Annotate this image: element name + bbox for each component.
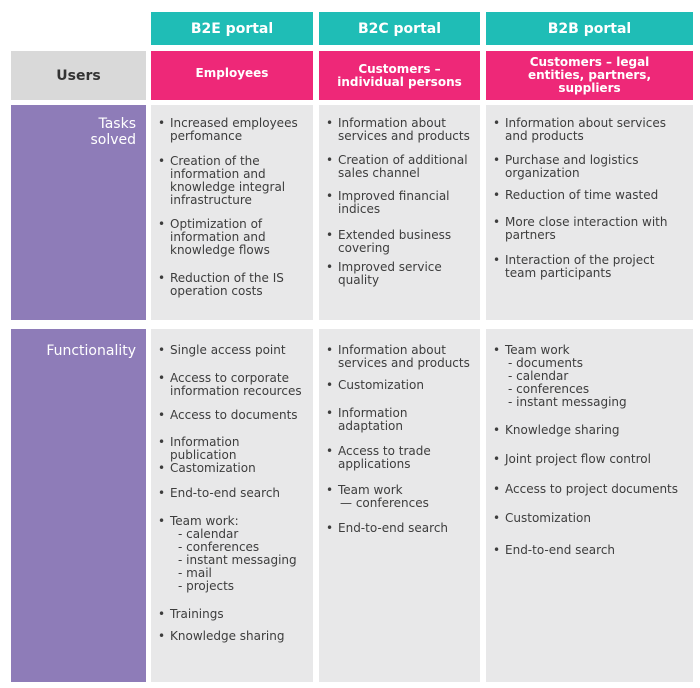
tasks-b2b-cell: [486, 105, 693, 320]
list-item-text: Customization: [505, 511, 591, 525]
list-item-text: Information about services and products: [338, 116, 470, 143]
users-b2b: [486, 51, 693, 100]
sub-list: [319, 497, 480, 510]
list-item-text: Team work:: [170, 514, 239, 528]
bullet-icon: •: [158, 435, 166, 449]
list-item: [151, 272, 313, 298]
bullet-icon: •: [326, 444, 334, 458]
list-item-text: End-to-end search: [338, 521, 449, 535]
bullet-icon: •: [158, 486, 166, 500]
list-item-text: Improved financial indices: [338, 189, 450, 216]
list-item-text: Creation of additional sales channel: [338, 153, 468, 180]
list-item: [319, 229, 480, 255]
bullet-icon: •: [493, 452, 501, 466]
bullet-icon: •: [493, 543, 501, 557]
sub-item: - conferences: [178, 540, 260, 554]
list-item: [486, 424, 693, 437]
tasks-row-label: [11, 105, 146, 320]
list-item: [151, 218, 313, 257]
sub-item: - calendar: [178, 527, 239, 541]
list-item: [319, 261, 480, 287]
sub-item: - projects: [178, 579, 235, 593]
bullet-icon: •: [326, 116, 334, 130]
list-item: [319, 154, 480, 180]
bullet-icon: •: [158, 607, 166, 621]
list-item: [151, 630, 313, 643]
list-item-text: Improved service quality: [338, 260, 442, 287]
header-b2b-label: B2B portal: [547, 20, 632, 37]
list-item-text: Optimization of information and knowledge flows: [170, 217, 270, 257]
list-item-text: Castomization: [170, 461, 256, 475]
functionality-label-text: Functionality: [46, 343, 136, 359]
list-item: [486, 512, 693, 525]
bullet-icon: •: [158, 629, 166, 643]
tasks-b2e-cell: [151, 105, 313, 320]
list-item-text: End-to-end search: [170, 486, 281, 500]
list-item-text: Creation of the information and knowledge integral infrastructure: [170, 154, 286, 207]
list-item: [151, 344, 313, 357]
bullet-icon: •: [326, 343, 334, 357]
list-item: [486, 216, 693, 242]
users-b2e: [151, 51, 313, 100]
users-b2b-text: Customers – legal entities, partners, suppliers: [527, 55, 652, 95]
header-b2e-label: B2E portal: [190, 20, 274, 37]
list-item-text: Knowledge sharing: [170, 629, 285, 643]
sub-item: - conferences: [508, 382, 590, 396]
list-item: [151, 515, 313, 593]
list-item: [486, 344, 693, 409]
sub-item: - documents: [508, 356, 583, 370]
list-item-text: Access to documents: [170, 408, 298, 422]
bullet-icon: •: [158, 271, 166, 285]
bullet-icon: •: [326, 483, 334, 497]
bullet-icon: •: [158, 371, 166, 385]
bullet-icon: •: [326, 228, 334, 242]
bullet-icon: •: [493, 215, 501, 229]
list-item: [319, 117, 480, 143]
list-item: [319, 522, 480, 535]
list-item-text: Access to corporate information recources: [170, 371, 302, 398]
bullet-icon: •: [158, 408, 166, 422]
bullet-icon: •: [326, 378, 334, 392]
list-item-text: Information publication: [170, 435, 240, 462]
list-item: [319, 190, 480, 216]
list-item-text: Customization: [338, 378, 424, 392]
functionality-row-label: [11, 329, 146, 682]
list-item-text: Increased employees perfomance: [170, 116, 298, 143]
bullet-icon: •: [158, 514, 166, 528]
list-item: [486, 189, 693, 202]
list-item-text: Information adaptation: [338, 406, 408, 433]
list-item-text: Access to trade applications: [338, 444, 431, 471]
sub-item: - instant messaging: [178, 553, 297, 567]
sub-list: [151, 528, 313, 593]
sub-item: - calendar: [508, 369, 569, 383]
list-item-text: End-to-end search: [505, 543, 616, 557]
bullet-icon: •: [158, 343, 166, 357]
list-item: [151, 608, 313, 621]
list-item-text: Interaction of the project team participants: [505, 253, 655, 280]
list-item: [486, 544, 693, 557]
list-item: [486, 117, 693, 143]
bullet-icon: •: [493, 253, 501, 267]
users-b2e-text: Employees: [195, 66, 269, 80]
header-b2c-label: B2C portal: [357, 20, 442, 37]
bullet-icon: •: [493, 482, 501, 496]
list-item-text: Single access point: [170, 343, 286, 357]
sub-item: - instant messaging: [508, 395, 627, 409]
list-item: [151, 409, 313, 422]
list-item: [151, 117, 313, 143]
list-item: [151, 462, 313, 475]
list-item: [319, 445, 480, 471]
tasks-b2c-cell: [319, 105, 480, 320]
list-item-text: Knowledge sharing: [505, 423, 620, 437]
list-item-text: Extended business covering: [338, 228, 452, 255]
bullet-icon: •: [158, 217, 166, 231]
list-item: [319, 379, 480, 392]
bullet-icon: •: [158, 116, 166, 130]
bullet-icon: •: [493, 153, 501, 167]
bullet-icon: •: [493, 343, 501, 357]
users-b2c: [319, 51, 480, 100]
list-item-text: Access to project documents: [505, 482, 679, 496]
header-b2b-portal: [486, 12, 693, 45]
bullet-icon: •: [493, 423, 501, 437]
bullet-icon: •: [493, 188, 501, 202]
sub-item: — conferences: [340, 496, 429, 510]
list-item-text: Reduction of the IS operation costs: [170, 271, 284, 298]
functionality-b2b-cell: [486, 329, 693, 682]
list-item-text: Team work: [505, 343, 570, 357]
list-item: [151, 487, 313, 500]
list-item: [151, 372, 313, 398]
bullet-icon: •: [326, 189, 334, 203]
list-item-text: More close interaction with partners: [505, 215, 668, 242]
list-item-text: Information about services and products: [505, 116, 666, 143]
sub-item: - mail: [178, 566, 212, 580]
list-item-text: Reduction of time wasted: [505, 188, 659, 202]
bullet-icon: •: [326, 521, 334, 535]
users-b2c-text: Customers – individual persons: [337, 61, 462, 89]
bullet-icon: •: [493, 116, 501, 130]
list-item: [151, 436, 313, 462]
header-b2e-portal: [151, 12, 313, 45]
users-row-label: [11, 51, 146, 100]
list-item-text: Information about services and products: [338, 343, 470, 370]
list-item: [151, 155, 313, 207]
list-item-text: Team work: [338, 483, 403, 497]
list-item: [486, 453, 693, 466]
list-item-text: Trainings: [170, 607, 224, 621]
bullet-icon: •: [326, 153, 334, 167]
list-item: [319, 407, 480, 433]
list-item: [486, 483, 693, 496]
header-b2c-portal: [319, 12, 480, 45]
bullet-icon: •: [326, 406, 334, 420]
functionality-b2e-cell: [151, 329, 313, 682]
users-label-text: Users: [56, 67, 101, 84]
list-item: [486, 254, 693, 280]
list-item-text: Purchase and logistics organization: [505, 153, 639, 180]
list-item: [486, 154, 693, 180]
functionality-b2c-cell: [319, 329, 480, 682]
bullet-icon: •: [158, 461, 166, 475]
bullet-icon: •: [326, 260, 334, 274]
tasks-label-text: Tasks solved: [90, 116, 136, 148]
list-item: [319, 344, 480, 370]
bullet-icon: •: [158, 154, 166, 168]
sub-list: [486, 357, 693, 409]
list-item-text: Joint project flow control: [505, 452, 651, 466]
list-item: [319, 484, 480, 510]
bullet-icon: •: [493, 511, 501, 525]
